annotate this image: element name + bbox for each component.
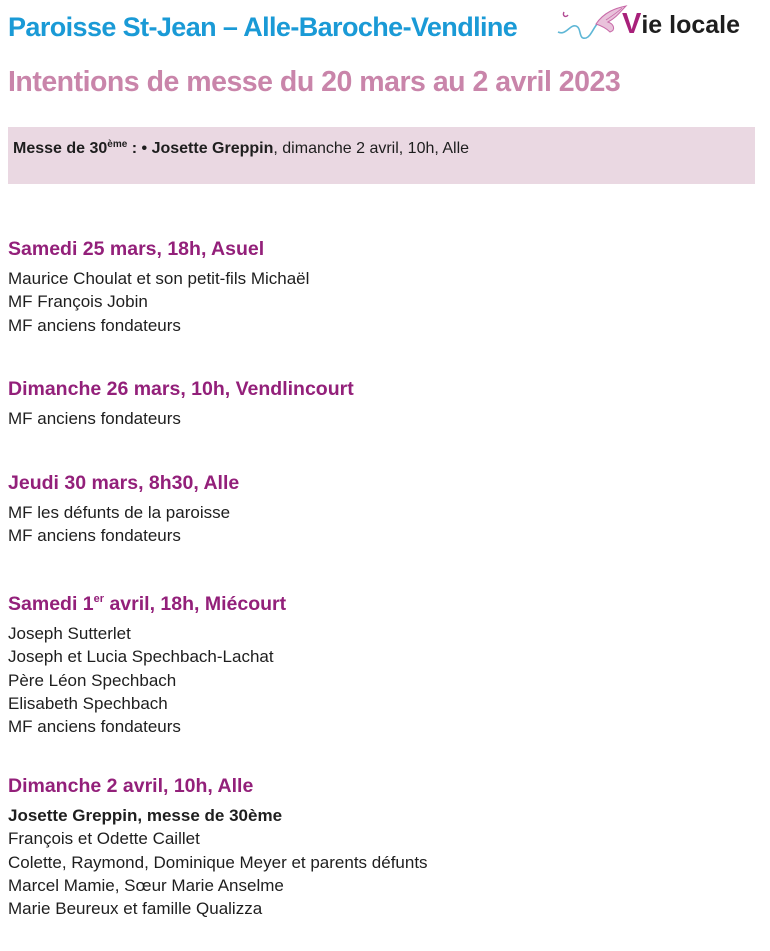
intention-item: MF François Jobin	[8, 292, 148, 312]
vie-locale-label	[622, 8, 740, 41]
intention-item: Joseph Sutterlet	[8, 624, 131, 643]
intention-item: MF anciens fondateurs	[8, 526, 181, 546]
intention-item: MF anciens fondateurs	[8, 315, 181, 335]
intention-item: François et Odette Caillet	[8, 829, 200, 849]
section-heading: Dimanche 26 mars, 10h, Vendlincourt	[8, 378, 354, 400]
section-heading: Samedi 25 mars, 18h, Asuel	[8, 238, 265, 260]
mass-section-miecourt	[8, 587, 286, 738]
mass-section-alle-jeudi	[8, 471, 239, 548]
notice-details: , dimanche 2 avril, 10h, Alle	[273, 140, 470, 157]
section-heading: Jeudi 30 mars, 8h30, Alle	[8, 472, 240, 494]
intention-item: Marie Beureux et famille Qualizza	[8, 899, 263, 919]
intention-item: Marcel Mamie, Sœur Marie Anselme	[8, 875, 284, 895]
intention-item: Joseph et Lucia Spechbach-Lachat	[8, 647, 274, 667]
notice-box	[8, 127, 755, 184]
intention-item: MF anciens fondateurs	[8, 717, 181, 737]
section-heading: Dimanche 2 avril, 10h, Alle	[8, 775, 254, 797]
vie-locale-initial: V	[622, 8, 642, 40]
intention-item: Elisabeth Spechbach	[8, 693, 168, 713]
intention-item: MF les défunts de la paroisse	[8, 503, 231, 522]
notice-name: Josette Greppin	[151, 140, 274, 157]
intention-item: MF anciens fondateurs	[8, 409, 181, 428]
parish-title: Paroisse St-Jean – Alle-Baroche-Vendline	[8, 12, 518, 42]
intention-item-highlight: Josette Greppin, messe de 30ème	[8, 806, 283, 825]
intention-item: Maurice Choulat et son petit-fils Michaël	[8, 269, 310, 288]
vie-locale-rest: ie locale	[641, 11, 741, 39]
mass-section-asuel	[8, 237, 309, 337]
intention-item: Colette, Raymond, Dominique Meyer et parents défunts	[8, 852, 428, 872]
page-title: Intentions de messe du 20 mars au 2 avril 2023	[8, 66, 621, 98]
mass-section-alle-dimanche	[8, 774, 428, 920]
bullet-icon: •	[141, 140, 148, 157]
notice-label: Messe de 30ème : • Josette Greppin	[13, 139, 274, 157]
section-heading: Samedi 1er avril, 18h, Miécourt	[8, 593, 287, 615]
intention-item: Père Léon Spechbach	[8, 670, 177, 690]
mass-section-vendlincourt	[8, 377, 354, 430]
